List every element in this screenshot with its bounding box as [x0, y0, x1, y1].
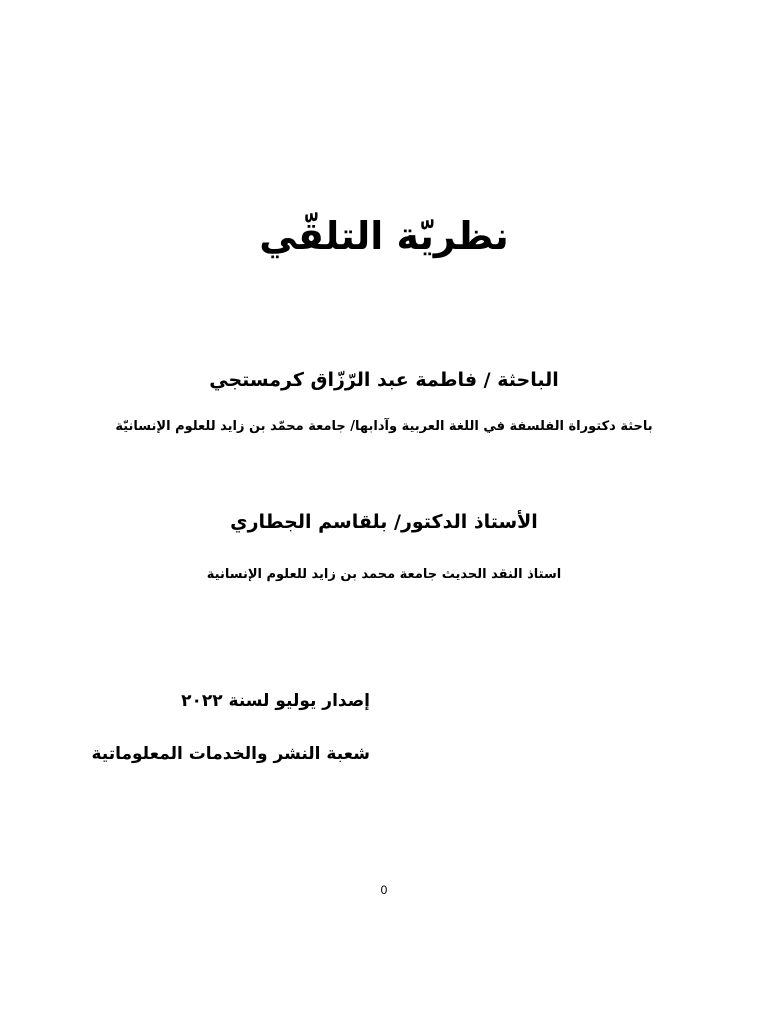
- publishing-department: شعبة النشر والخدمات المعلوماتية: [91, 744, 370, 764]
- page-number: 0: [380, 883, 388, 897]
- supervisor-affiliation: استاذ النقد الحديث جامعة محمد بن زايد للعلوم الإنسانية: [206, 567, 562, 582]
- supervisor-name: الأستاذ الدكتور/ بلقاسم الجطاري: [230, 511, 538, 533]
- researcher-name: الباحثة / فاطمة عبد الرّزّاق كرمستجي: [209, 369, 559, 391]
- researcher-affiliation: باحثة دكتوراة الفلسفة في اللغة العربية وآدابها/ جامعة محمّد بن زايد للعلوم الإنسانيّة: [115, 419, 653, 434]
- document-title: نظريّة التلقّي: [259, 214, 509, 258]
- publication-date: إصدار يوليو لسنة ٢٠٢٢: [181, 691, 370, 711]
